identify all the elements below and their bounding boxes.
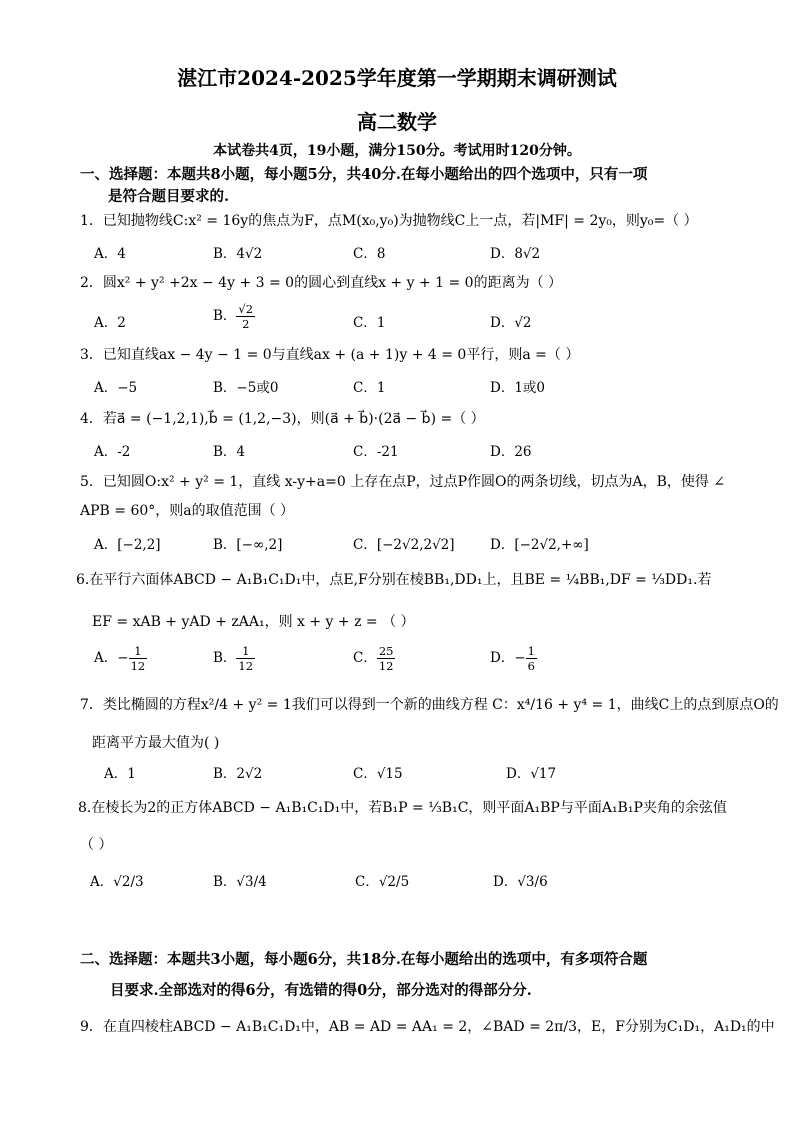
fraction: [236, 302, 255, 331]
question-3-stem: 3．已知直线ax − 4y − 1 = 0与直线ax + (a + 1)y + 4 = 0平行，则a =（ ）: [80, 347, 580, 363]
denominator: 12: [238, 659, 254, 673]
fraction: [526, 644, 537, 673]
question-8-option-d: D．√3/6: [493, 874, 548, 890]
question-3-option-c: C．1: [353, 380, 386, 396]
question-1-option-c: C．8: [353, 246, 386, 262]
numerator: √2: [238, 302, 254, 316]
question-6-option-d: [490, 644, 537, 673]
question-7-stem-cont: 距离平方最大值为( ): [92, 735, 220, 751]
option-label: B．: [213, 650, 237, 666]
question-5-option-c: C．[−2√2,2√2]: [353, 537, 455, 553]
question-7-option-b: B．2√2: [213, 766, 263, 782]
option-label: A．−: [94, 650, 129, 666]
question-5-option-a: A．[−2,2]: [94, 537, 161, 553]
option-label: B．: [213, 308, 237, 324]
exam-info: 本试卷共4页，19小题，满分150分。考试用时120分钟。: [213, 143, 581, 159]
question-8-option-c: C．√2/5: [355, 874, 410, 890]
question-1-stem: 1．已知抛物线C:x² = 16y的焦点为F，点M(x₀,y₀)为抛物线C上一点，若|MF| = 2y₀，则y₀=（ ）: [80, 213, 698, 229]
numerator: 1: [236, 644, 255, 659]
question-3-option-d: D．1或0: [490, 380, 546, 396]
numerator: 25: [378, 644, 394, 658]
question-8-option-b: B．√3/4: [213, 874, 267, 890]
question-5-option-d: D．[−2√2,+∞]: [490, 537, 589, 553]
section2-heading-cont: 目要求.全部选对的得6分，有选错的得0分，部分选对的得部分分.: [110, 982, 532, 999]
question-7-option-a: A．1: [104, 766, 136, 782]
question-1-option-a: A．4: [94, 246, 126, 262]
question-1-option-b: B．4√2: [213, 246, 263, 262]
question-4-option-c: C．-21: [353, 444, 399, 460]
option-label: C．: [353, 650, 377, 666]
question-4-option-b: B．4: [213, 444, 246, 460]
question-8-stem: 8.在棱长为2的正方体ABCD − A₁B₁C₁D₁中，若B₁P = ⅓B₁C，则平面A₁BP与平面A₁B₁P夹角的余弦值: [78, 800, 727, 816]
question-7-option-c: C．√15: [353, 766, 403, 782]
question-5-stem: 5．已知圆O:x² + y² = 1，直线 x-y+a=0 上存在点P，过点P作圆O的两条切线，切点为A，B，使得 ∠: [80, 474, 726, 490]
numerator: 1: [527, 644, 535, 658]
denominator: 6: [527, 659, 535, 673]
question-3-option-a: A．−5: [94, 380, 138, 396]
question-7-option-d: D．√17: [506, 766, 557, 782]
exam-title: 湛江市2024-2025学年度第一学期期末调研测试: [177, 66, 617, 90]
question-2-option-a: A．2: [94, 315, 126, 331]
question-6-stem: 6.在平行六面体ABCD − A₁B₁C₁D₁中，点E,F分别在棱BB₁,DD₁上，且BE = ¼BB₁,DF = ⅓DD₁.若: [76, 572, 712, 588]
section1-heading-cont: 是符合题目要求的.: [108, 188, 230, 205]
question-6-option-b: [213, 644, 255, 673]
question-2-stem: 2．圆x² + y² +2x − 4y + 3 = 0的圆心到直线x + y + 1 = 0的距离为（ ）: [80, 275, 563, 291]
question-6-option-c: [353, 644, 395, 673]
question-4-option-d: D．26: [490, 444, 532, 460]
fraction: [377, 644, 396, 673]
denominator: 12: [378, 659, 394, 673]
question-6-option-a: [94, 644, 147, 673]
section1-heading: 一、选择题：本题共8小题，每小题5分，共40分.在每小题给出的四个选项中，只有一项: [80, 166, 648, 183]
option-label: D．−: [490, 650, 526, 666]
fraction: [129, 644, 148, 673]
numerator: 1: [129, 644, 148, 659]
question-3-option-b: B．−5或0: [213, 380, 279, 396]
denominator: 12: [130, 659, 146, 673]
question-2-option-b: [213, 302, 255, 331]
question-4-stem: 4．若a⃗ = (−1,2,1),b⃗ = (1,2,−3)，则(a⃗ + b⃗)·(2a⃗ − b⃗) =（ ）: [80, 411, 485, 427]
question-8-stem-cont: （ ）: [80, 837, 113, 853]
question-1-option-d: D．8√2: [490, 246, 541, 262]
question-9-stem: 9．在直四棱柱ABCD − A₁B₁C₁D₁中，AB = AD = AA₁ = 2，∠BAD = 2π/3，E，F分别为C₁D₁，A₁D₁的中: [80, 1019, 775, 1035]
question-5-stem-cont: APB = 60°，则a的取值范围（ ）: [80, 503, 295, 519]
question-4-option-a: A．-2: [94, 444, 131, 460]
question-8-option-a: A．√2/3: [90, 874, 144, 890]
section2-heading: 二、选择题：本题共3小题，每小题6分，共18分.在每小题给出的选项中，有多项符合题: [80, 951, 648, 968]
exam-subject: 高二数学: [357, 110, 437, 134]
question-2-option-c: C．1: [353, 315, 386, 331]
denominator: 2: [242, 317, 250, 331]
question-5-option-b: B．[−∞,2]: [213, 537, 283, 553]
question-7-stem: 7．类比椭圆的方程x²/4 + y² = 1我们可以得到一个新的曲线方程 C：x⁴/16 + y⁴ = 1，曲线C上的点到原点O的: [80, 697, 779, 713]
fraction: [236, 644, 255, 673]
question-6-stem-cont: EF = xAB + yAD + zAA₁，则 x + y + z = （ ）: [92, 614, 415, 630]
question-2-option-d: D．√2: [490, 315, 532, 331]
